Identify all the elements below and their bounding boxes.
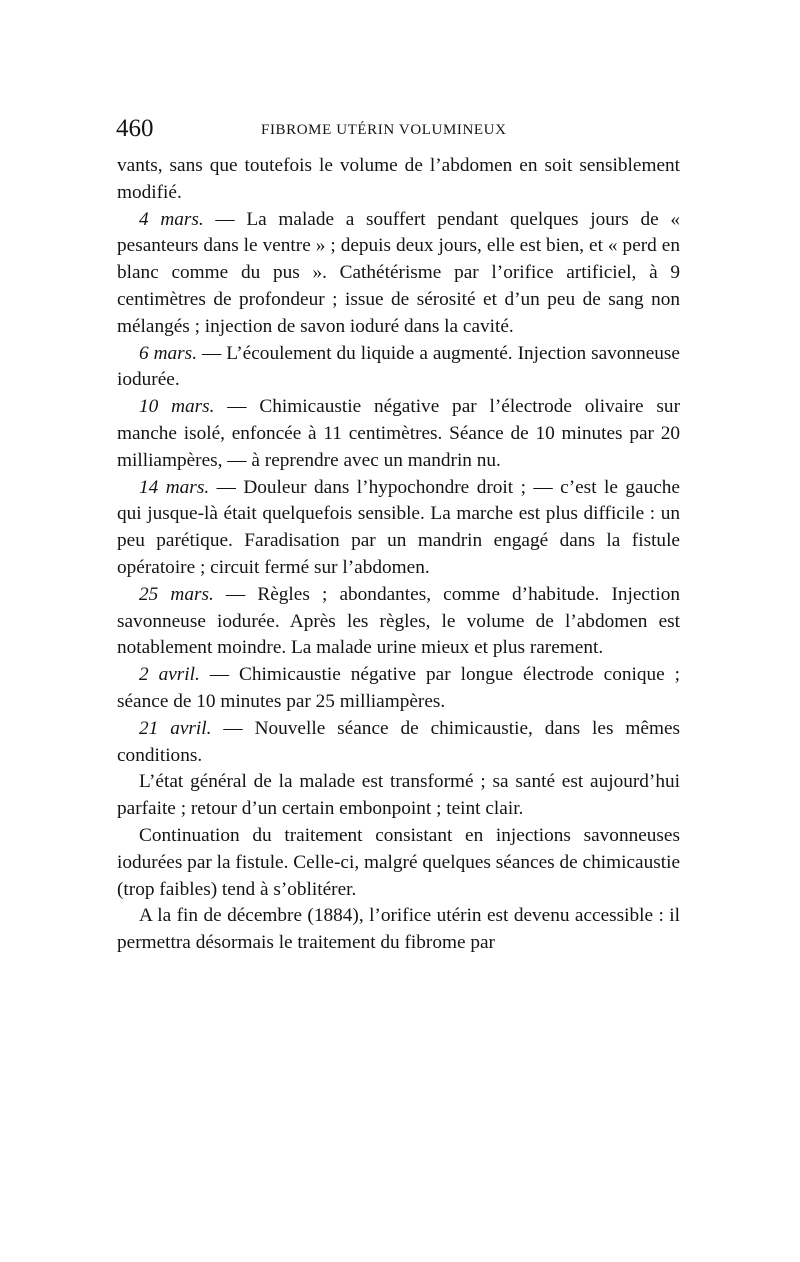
- entry-4-mars: [117, 207, 680, 341]
- paragraph-fin-decembre: [117, 903, 680, 957]
- entry-date: 10 mars.: [139, 396, 215, 418]
- entry-text: — Chimicaustie négative par l’électrode olivaire sur manche isolé, enfoncée à 11 centimètres. Séance de 10 minutes par 20 milliampères, — à reprendre avec un mandrin nu.: [117, 396, 680, 471]
- paragraph-text: L’état général de la malade est transformé ; sa santé est aujourd’hui parfaite ; retour d’un certain embonpoint ; teint clair.: [117, 771, 680, 820]
- paragraph-text: Continuation du traitement consistant en injections savonneuses iodurées par la fistule. Celle-ci, malgré quelques séances de chimicaustie (trop faibles) tend à s’oblitérer.: [117, 824, 680, 900]
- paragraph-continuation-traitement: [117, 823, 680, 903]
- entry-21-avril: [117, 716, 680, 770]
- entry-text: — Nouvelle séance de chimicaustie, dans les mêmes conditions.: [117, 717, 681, 766]
- paragraph-text: A la fin de décembre (1884), l’orifice utérin est devenu accessible : il permettra désormais le traitement du fibrome par: [117, 905, 680, 954]
- entry-text: — Chimicaustie négative par longue électrode conique ; séance de 10 minutes par 25 milliampères.: [117, 664, 680, 712]
- page-number: 460: [116, 115, 154, 142]
- entry-2-avril: [117, 662, 680, 716]
- paragraph-etat-general: [117, 769, 680, 823]
- entry-14-mars: [117, 475, 680, 582]
- running-title: FIBROME UTÉRIN VOLUMINEUX: [261, 122, 507, 138]
- paragraph-text: vants, sans que toutefois le volume de l’abdomen en soit sensiblement modifié.: [117, 155, 680, 203]
- page-header: [116, 114, 682, 144]
- entry-date: 2 avril.: [139, 664, 200, 686]
- entry-date: 21 avril.: [139, 717, 212, 739]
- entry-text: — La malade a souffert pendant quelques jours de « pesanteurs dans le ventre » ; depuis deux jours, elle est bien, et « perd en blanc comme du pus ». Cathétérisme par l’orifice artificiel, à 9 centimètres de profondeur ; issue de sérosité et d’un peu de sang non mélangés ; injection de savon ioduré dans la cavité.: [117, 208, 680, 337]
- entry-text: — Douleur dans l’hypochondre droit ; — c’est le gauche qui jusque-là était quelquefois sensible. La marche est plus difficile : un peu parétique. Faradisation par un mandrin engagé dans la fistule opératoire ; circuit fermé sur l’abdomen.: [117, 476, 680, 578]
- entry-25-mars: [117, 582, 680, 662]
- entry-date: 6 mars.: [139, 342, 198, 364]
- body-text: [117, 153, 680, 957]
- entry-date: 25 mars.: [139, 583, 214, 605]
- entry-10-mars: [117, 394, 680, 474]
- entry-text: — Règles ; abondantes, comme d’habitude. Injection savonneuse iodurée. Après les règles, le volume de l’abdomen est notablement moindre. La malade urine mieux et plus rarement.: [117, 583, 680, 659]
- entry-date: 4 mars.: [139, 208, 204, 230]
- entry-6-mars: [117, 341, 680, 395]
- entry-date: 14 mars.: [139, 476, 210, 498]
- paragraph-continuation: [117, 153, 680, 207]
- entry-text: — L’écoulement du liquide a augmenté. Injection savonneuse iodurée.: [117, 342, 680, 391]
